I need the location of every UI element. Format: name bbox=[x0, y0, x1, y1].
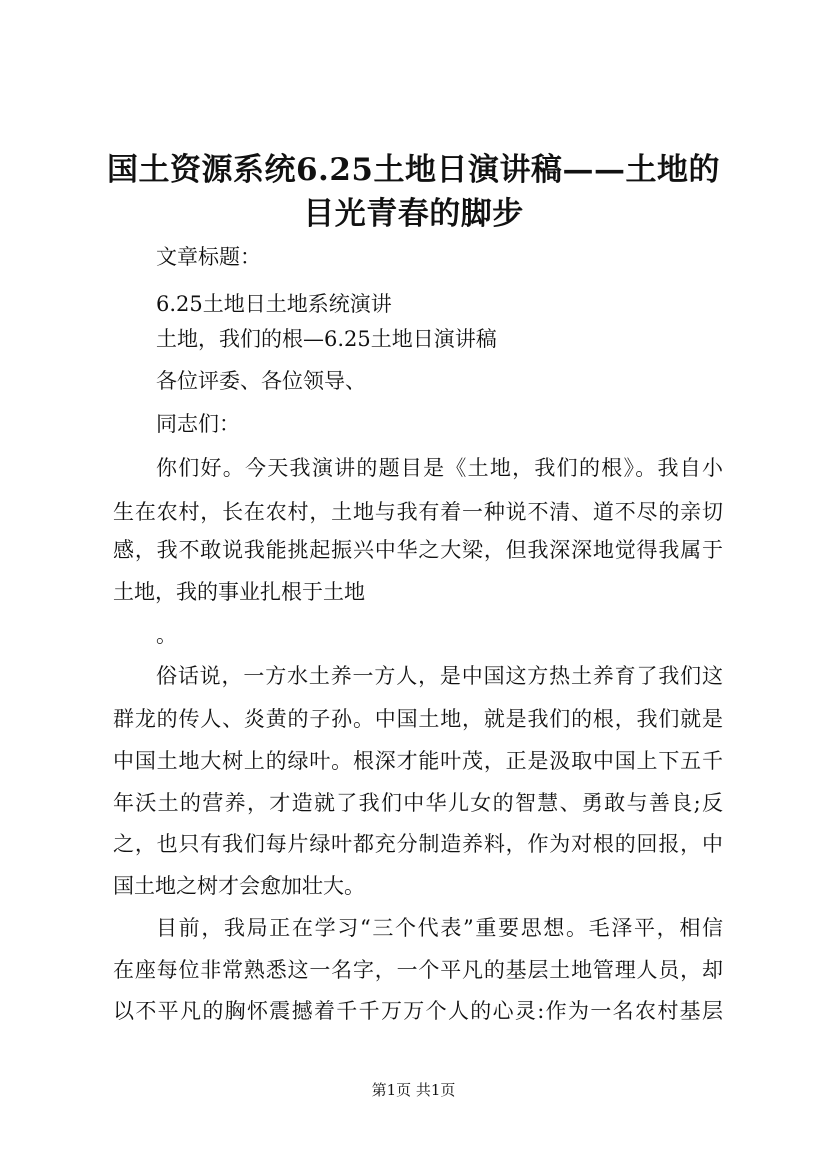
paragraph-line: 在座每位非常熟悉这一名字，一个平凡的基层土地管理人员，却 bbox=[113, 958, 723, 982]
paragraph-line: 之，也只有我们每片绿叶都充分制造养料，作为对根的回报，中 bbox=[113, 832, 723, 856]
paragraph-line: 群龙的传人、炎黄的子孙。中国土地，就是我们的根，我们就是 bbox=[113, 707, 723, 731]
paragraph-line: 。 bbox=[156, 623, 177, 647]
paragraph-line: 以不平凡的胸怀震撼着千千万万个人的心灵:作为一名农村基层 bbox=[113, 999, 723, 1023]
paragraph-line: 感，我不敢说我能挑起振兴中华之大梁，但我深深地觉得我属于 bbox=[113, 538, 723, 562]
paragraph-line: 目前，我局正在学习“三个代表”重要思想。毛泽平，相信 bbox=[156, 916, 723, 940]
subtitle-line: 6.25土地日土地系统演讲 bbox=[156, 292, 392, 316]
speech-title-line: 土地，我们的根—6.25土地日演讲稿 bbox=[156, 327, 497, 351]
paragraph-line: 你们好。今天我演讲的题目是《土地，我们的根》。我自小 bbox=[156, 456, 723, 480]
paragraph-line: 中国土地大树上的绿叶。根深才能叶茂，正是汲取中国上下五千 bbox=[113, 749, 723, 773]
paragraph-line: 年沃土的营养，才造就了我们中华儿女的智慧、勇敢与善良;反 bbox=[113, 791, 723, 815]
salutation-line: 各位评委、各位领导、 bbox=[156, 369, 366, 393]
paragraph-line: 俗话说，一方水土养一方人，是中国这方热土养育了我们这 bbox=[156, 664, 723, 688]
paragraph-line: 国土地之树才会愈加壮大。 bbox=[113, 874, 365, 898]
paragraph-line: 土地，我的事业扎根于土地 bbox=[113, 580, 365, 604]
document-title-line-1: 国土资源系统6.25土地日演讲稿——土地的 bbox=[106, 152, 720, 188]
page-footer: 第1页 共1页 bbox=[371, 1081, 456, 1099]
paragraph-line: 生在农村，长在农村，土地与我有着一种说不清、道不尽的亲切 bbox=[113, 500, 723, 524]
article-heading-label: 文章标题： bbox=[156, 245, 261, 269]
salutation-line: 同志们： bbox=[156, 412, 240, 436]
document-title-line-2: 目光青春的脚步 bbox=[303, 196, 524, 232]
